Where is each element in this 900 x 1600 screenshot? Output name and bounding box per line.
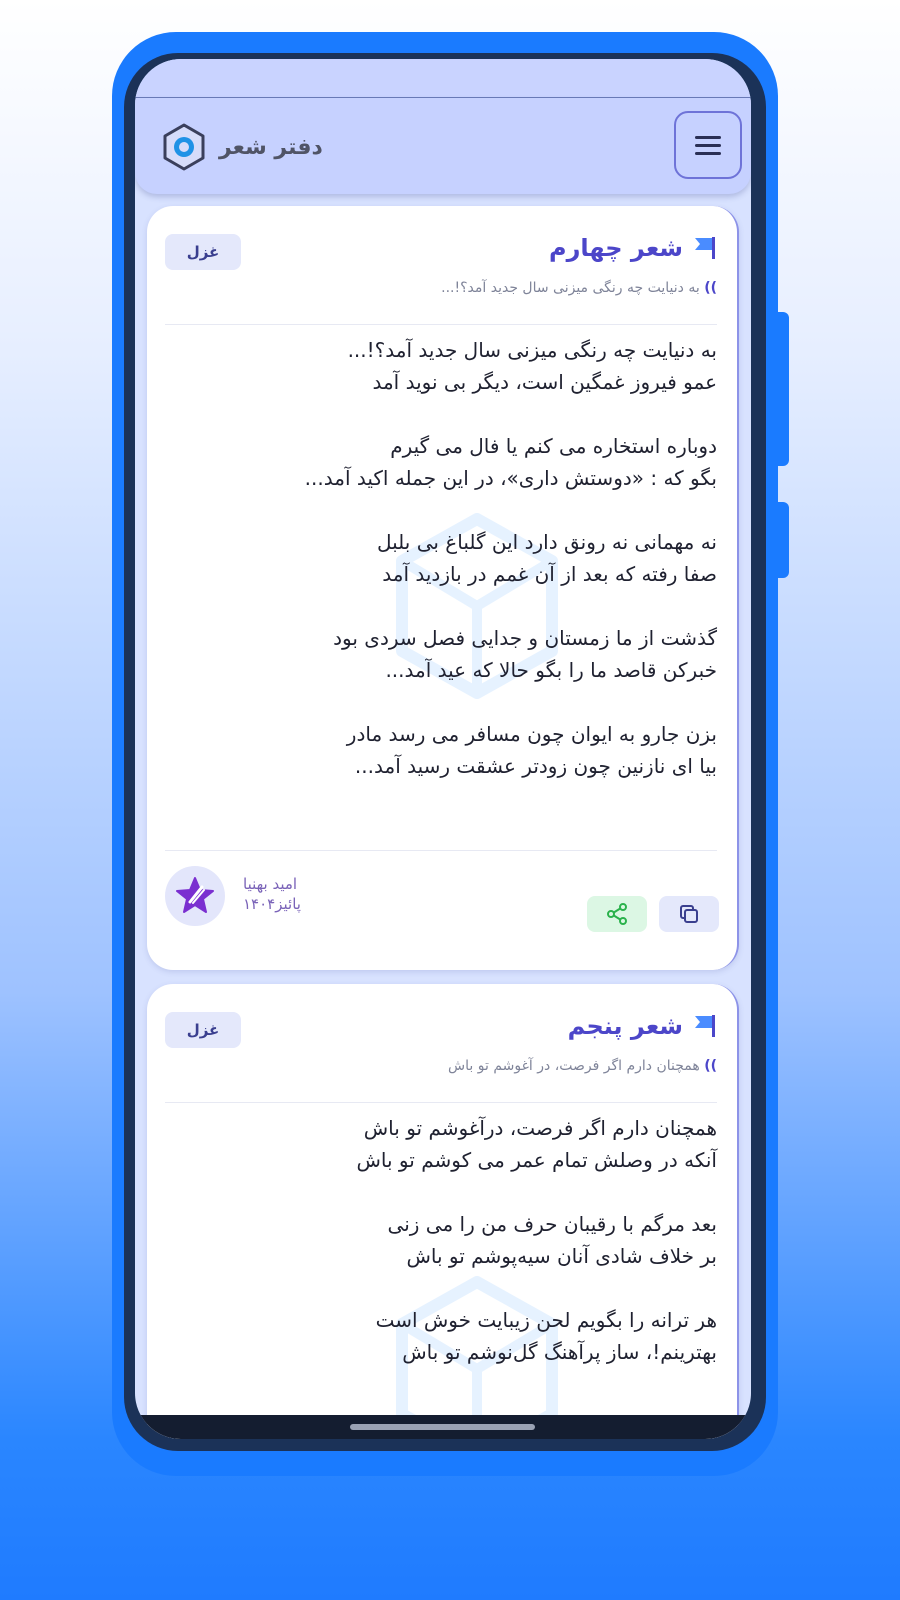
stanza: [165, 1304, 717, 1368]
divider: [165, 324, 717, 325]
stanza: [165, 1112, 717, 1176]
poem-line: دوباره استخاره می کنم یا فال می گیرم: [390, 434, 717, 458]
genre-tag[interactable]: غزل: [165, 234, 241, 270]
poem-line: بگو که : «دوستش داری»، در این جمله اکید آمد...: [304, 466, 717, 490]
poem-subtitle: )) به دنیایت چه رنگی میزنی سال جدید آمد؟!...: [441, 280, 717, 296]
hexagon-logo-icon: [161, 122, 207, 172]
hamburger-icon: [695, 136, 721, 139]
app-header: [135, 98, 751, 194]
card-footer: [165, 866, 717, 946]
stanza: [165, 430, 717, 494]
stanza: [165, 526, 717, 590]
poem-body: [165, 334, 717, 814]
flag-icon: [691, 1013, 717, 1039]
poem-title[interactable]: شعر چهارم: [549, 234, 683, 262]
author-date: پائیز۱۴۰۴: [243, 895, 301, 913]
power-button: [777, 502, 789, 578]
card-header: [165, 234, 717, 294]
divider: [165, 1102, 717, 1103]
poem-subtitle: )) همچنان دارم اگر فرصت، در آغوشم تو باش: [448, 1058, 717, 1074]
quote-mark: )): [704, 280, 717, 296]
poem-line: بزن جارو به ایوان چون مسافر می رسد مادر: [346, 722, 717, 746]
poem-line: بیا ای نازنین چون زودتر عشقت رسید آمد...: [354, 754, 717, 778]
copy-button[interactable]: [659, 896, 719, 932]
poem-line: گذشت از ما زمستان و جدایی فصل سردی بود: [333, 626, 717, 650]
poem-line: خبرکن قاصد ما را بگو حالا که عید آمد...: [385, 658, 717, 682]
brand[interactable]: [161, 122, 323, 172]
poem-feed[interactable]: [135, 194, 751, 1439]
share-button[interactable]: [587, 896, 647, 932]
stanza: [165, 1208, 717, 1272]
star-pen-icon: [174, 875, 216, 917]
author-name: امید بهنیا: [243, 875, 298, 893]
poem-line: بهترینم!، ساز پرآهنگ گل‌نوشم تو باش: [402, 1340, 717, 1364]
genre-tag[interactable]: غزل: [165, 1012, 241, 1048]
poem-line: به دنیایت چه رنگی میزنی سال جدید آمد؟!...: [347, 338, 717, 362]
stanza: [165, 622, 717, 686]
poem-line: بر خلاف شادی آنان سیه‌پوشم تو باش: [406, 1244, 717, 1268]
stanza: [165, 718, 717, 782]
poem-line: نه مهمانی نه رونق دارد این گلباغ بی بلبل: [376, 530, 717, 554]
copy-icon: [677, 902, 701, 926]
poem-body: [165, 1112, 717, 1400]
home-indicator[interactable]: [350, 1424, 535, 1430]
volume-button: [777, 312, 789, 466]
stanza: [165, 334, 717, 398]
avatar[interactable]: [165, 866, 225, 926]
author-info: [243, 874, 301, 914]
poem-line: همچنان دارم اگر فرصت، درآغوشم تو باش: [363, 1116, 717, 1140]
poem-line: بعد مرگم با رقیبان حرف من را می زنی: [387, 1212, 717, 1236]
phone-screen: [135, 59, 751, 1439]
poem-card: [147, 984, 739, 1439]
app-title: دفتر شعر: [219, 134, 323, 160]
status-bar: [135, 59, 751, 98]
poem-line: عمو فیروز غمگین است، دیگر بی نوید آمد: [372, 370, 717, 394]
quote-mark: )): [704, 1058, 717, 1074]
share-icon: [605, 902, 629, 926]
poem-line: هر ترانه را بگویم لحن زیبایت خوش است: [375, 1308, 717, 1332]
poem-card: [147, 206, 739, 970]
poem-line: آنکه در وصلش تمام عمر می کوشم تو باش: [356, 1148, 717, 1172]
divider: [165, 850, 717, 851]
home-bar: [135, 1415, 751, 1439]
poem-title[interactable]: شعر پنجم: [567, 1012, 683, 1040]
flag-icon: [691, 235, 717, 261]
poem-line: صفا رفته که بعد از آن غمم در بازدید آمد: [382, 562, 717, 586]
card-header: [165, 1012, 717, 1072]
menu-button[interactable]: [674, 111, 742, 179]
